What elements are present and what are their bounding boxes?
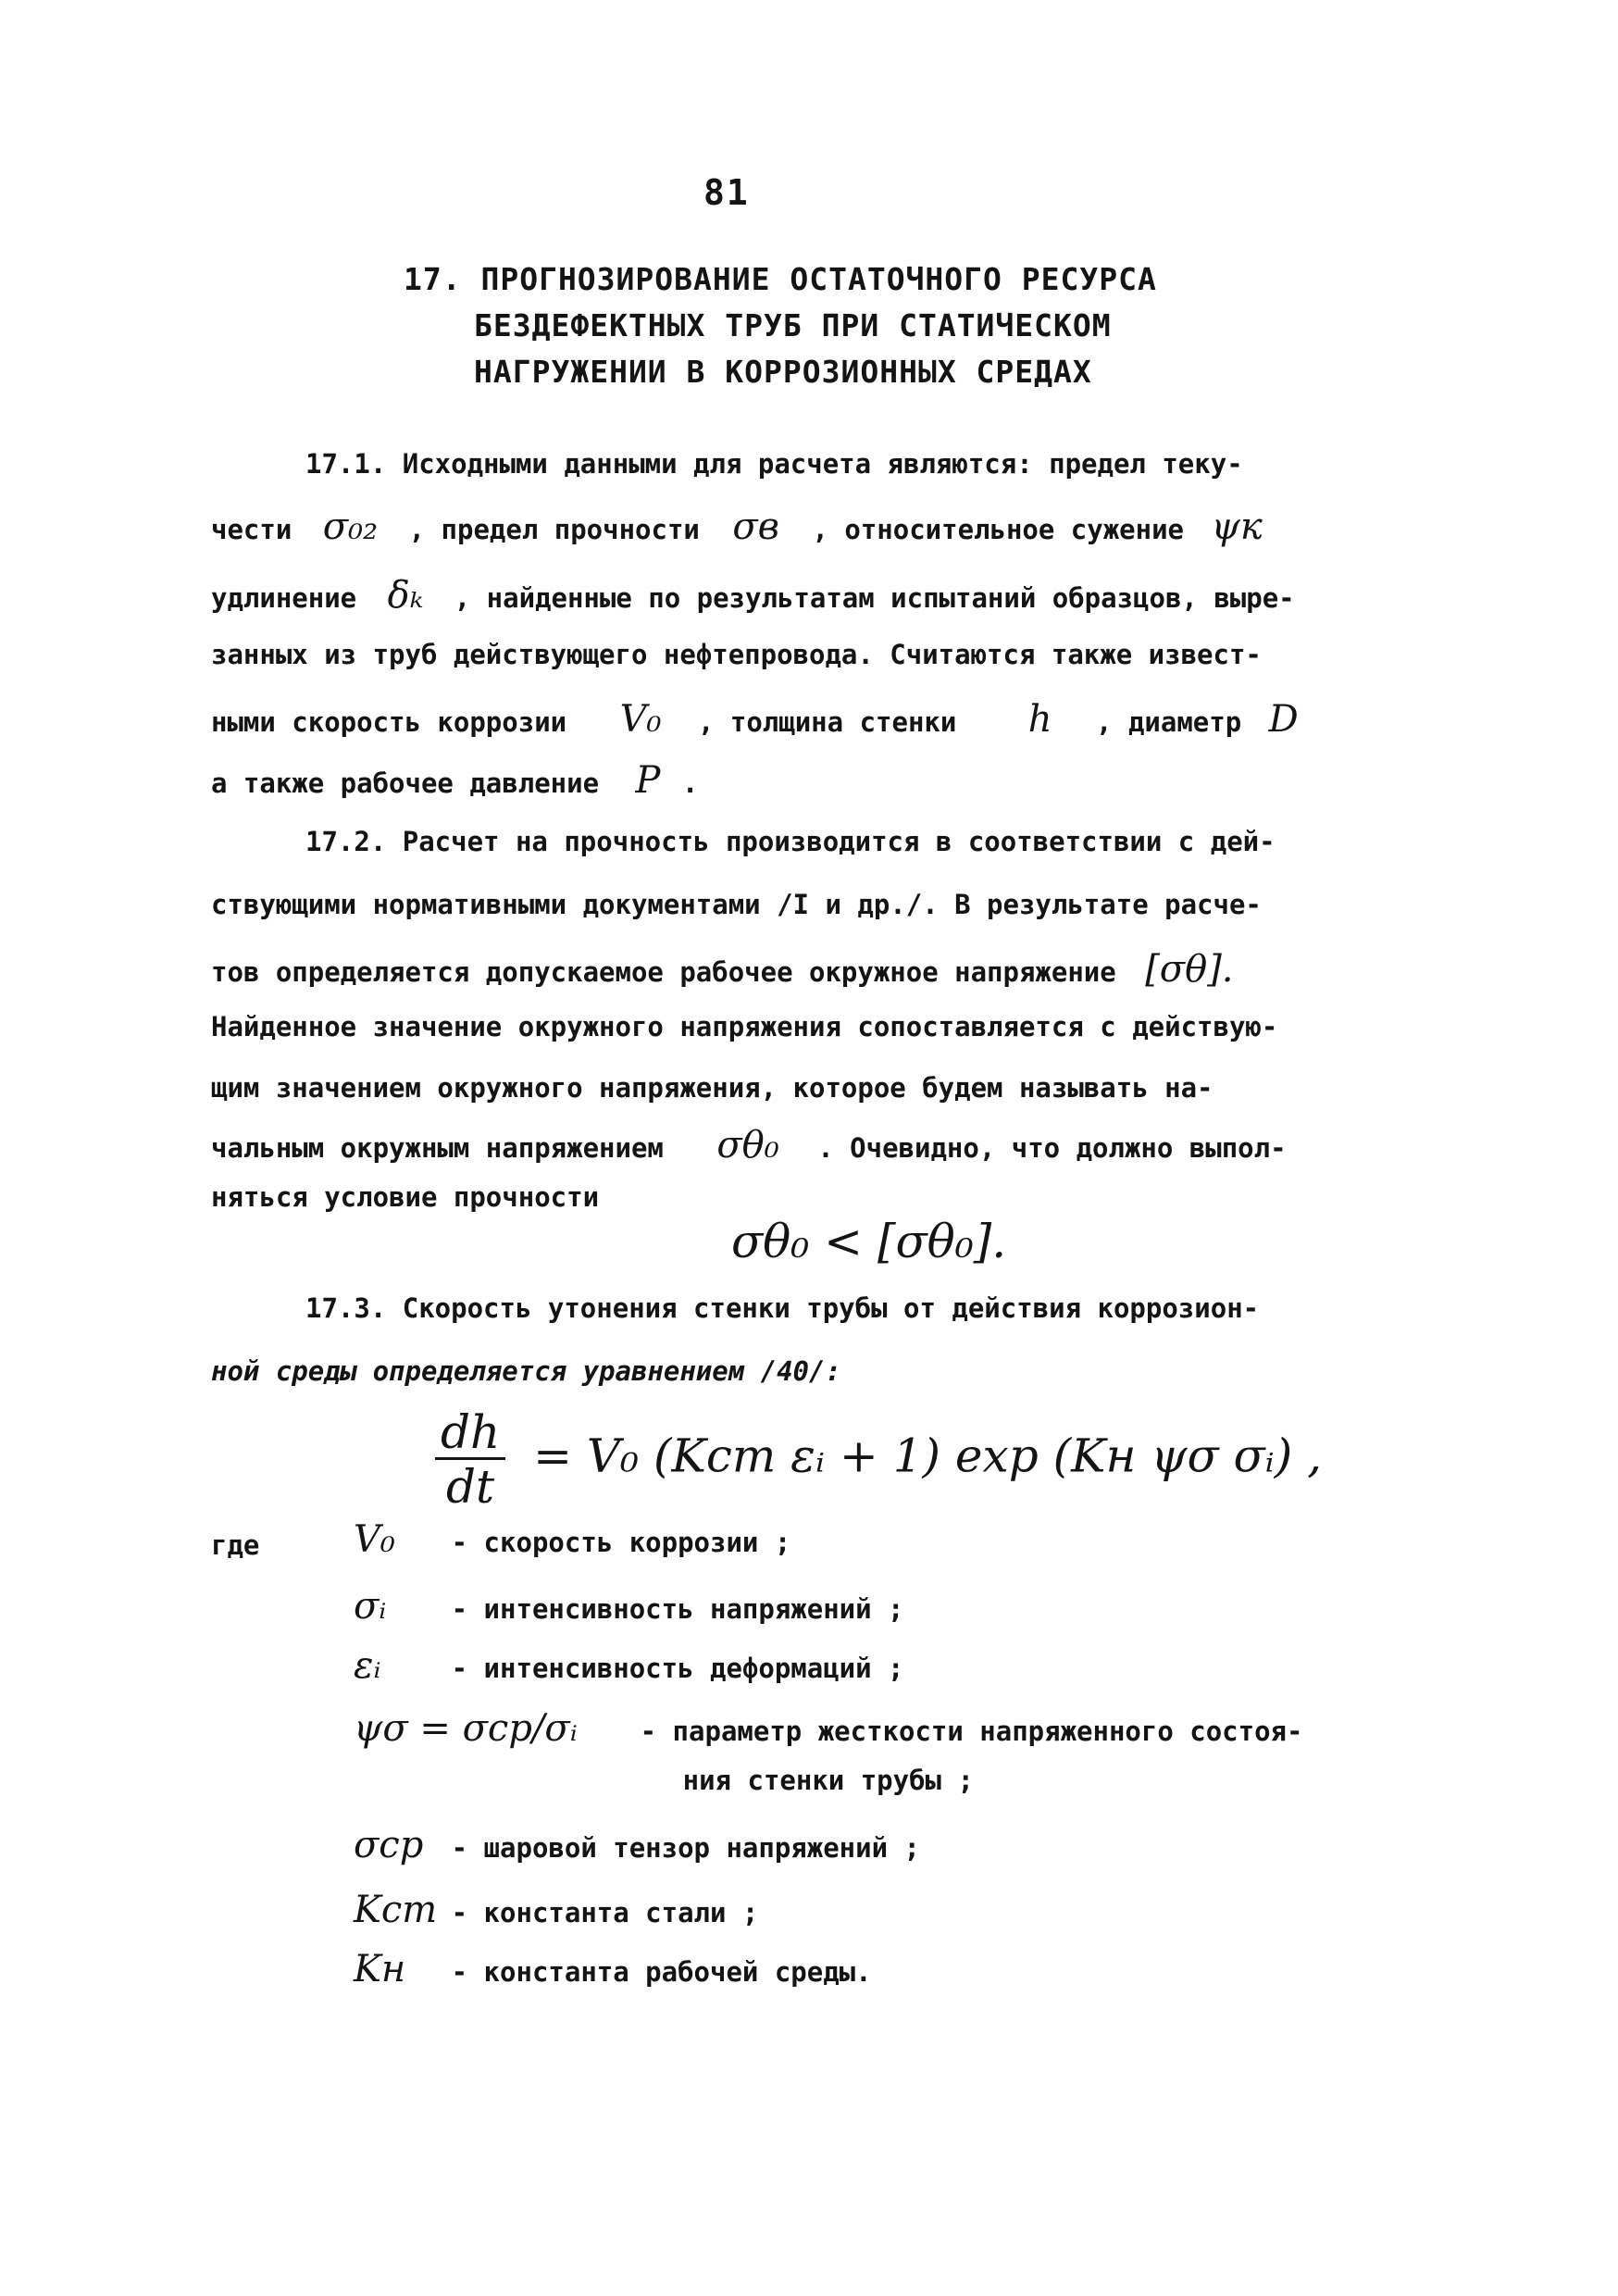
legend-symbol: V₀ — [354, 1518, 395, 1561]
paragraph-17-2-line-5: щим значением окружного напряжения, которое будем называть на- — [211, 1072, 1214, 1104]
legend-row — [354, 1585, 904, 1628]
legend-symbol: σср — [354, 1824, 424, 1866]
paragraph-17-2-line-2: ствующими нормативными документами /I и др./. В результате расче- — [211, 889, 1262, 920]
paragraph-17-2-line-3 — [211, 948, 1234, 991]
paragraph-17-2-line-1: 17.2. Расчет на прочность производится в соответствии с дей- — [305, 826, 1276, 857]
legend-symbol: ψσ = σср/σᵢ — [354, 1707, 578, 1750]
corrosion-rate-symbol: V₀ — [619, 698, 662, 741]
legend-row — [354, 1518, 790, 1561]
ultimate-strength-symbol: σв — [732, 505, 779, 548]
legend-text: - шаровой тензор напряжений ; — [451, 1832, 920, 1864]
diameter-symbol: D — [1268, 698, 1299, 741]
text: а также рабочее давление — [211, 767, 600, 799]
legend-symbol: Kн — [354, 1948, 406, 1990]
legend-row — [354, 1707, 1302, 1750]
legend-row-continuation — [354, 1765, 974, 1796]
legend-symbol: εᵢ — [354, 1644, 381, 1687]
legend-row — [354, 1948, 872, 1990]
text: ными скорость коррозии — [211, 706, 567, 738]
paragraph-17-3-line-2: ной среды определяется уравнением /40/: — [211, 1355, 841, 1387]
text: тов определяется допускаемое рабочее окружное напряжение — [211, 956, 1116, 988]
legend-row — [354, 1644, 904, 1687]
text: удлинение — [211, 582, 357, 614]
section-heading-line-2: БЕЗДЕФЕКТНЫХ ТРУБ ПРИ СТАТИЧЕСКОМ — [474, 307, 1112, 343]
page-number: 81 — [703, 172, 750, 213]
relative-narrowing-symbol: ψк — [1211, 505, 1263, 548]
equation-right-side: = V₀ (Kст εᵢ + 1) exp (Kн ψσ σᵢ) , — [533, 1429, 1323, 1483]
text: , относительное сужение — [812, 514, 1185, 545]
paragraph-17-1-line-1: 17.1. Исходными данными для расчета являются: предел теку- — [305, 448, 1243, 480]
yield-strength-symbol: σ₀₂ — [322, 505, 379, 548]
legend-text: - интенсивность деформаций ; — [451, 1653, 904, 1684]
paragraph-17-1-line-3 — [211, 574, 1295, 617]
paragraph-17-1-line-5 — [211, 698, 1299, 741]
legend-symbol: σᵢ — [354, 1585, 387, 1628]
legend-text: - константа рабочей среды. — [451, 1956, 872, 1988]
fraction-denominator: dt — [446, 1460, 495, 1514]
legend-text: ния стенки трубы ; — [682, 1765, 974, 1796]
fraction-numerator: dh — [435, 1409, 505, 1460]
where-label: где — [211, 1529, 260, 1561]
wall-thickness-symbol: h — [1027, 698, 1052, 741]
paragraph-17-1-line-4: занных из труб действующего нефтепровода. Считаются также извест- — [211, 639, 1262, 670]
paragraph-17-2-line-7: няться условие прочности — [211, 1181, 600, 1213]
text: , толщина стенки — [697, 706, 957, 738]
paragraph-17-1-line-6 — [211, 759, 698, 802]
text: . — [681, 767, 699, 799]
initial-hoop-stress-symbol: σθ₀ — [716, 1124, 779, 1167]
legend-row — [354, 1889, 758, 1931]
allowable-hoop-stress-symbol: [σθ]. — [1145, 948, 1234, 991]
paragraph-17-3-line-1: 17.3. Скорость утонения стенки трубы от действия коррозион- — [305, 1292, 1260, 1324]
text: . Очевидно, что должно выпол- — [817, 1132, 1287, 1164]
text: чести — [211, 514, 292, 545]
legend-text: - константа стали ; — [451, 1897, 759, 1928]
paragraph-17-2-line-6 — [211, 1124, 1287, 1167]
wall-thinning-rate-equation — [435, 1405, 1323, 1514]
legend-symbol: Kст — [354, 1889, 438, 1931]
legend-text: - скорость коррозии ; — [451, 1527, 791, 1558]
legend-row — [354, 1824, 920, 1866]
paragraph-17-1-line-2 — [211, 505, 1263, 548]
strength-condition-formula: σθ₀ < [σθ₀]. — [731, 1215, 1007, 1268]
working-pressure-symbol: P — [635, 759, 661, 802]
text: , диаметр — [1096, 706, 1242, 738]
paragraph-17-2-line-4: Найденное значение окружного напряжения сопоставляется с действую- — [211, 1011, 1278, 1042]
legend-text: - интенсивность напряжений ; — [451, 1593, 904, 1625]
legend-text: - параметр жесткости напряженного состоя- — [640, 1716, 1303, 1747]
text: , найденные по результатам испытаний образцов, выре- — [454, 582, 1295, 614]
section-heading-line-1: 17. ПРОГНОЗИРОВАНИЕ ОСТАТОЧНОГО РЕСУРСА — [404, 261, 1157, 297]
section-heading-line-3: НАГРУЖЕНИИ В КОРРОЗИОННЫХ СРЕДАХ — [474, 354, 1092, 390]
elongation-symbol: δₖ — [387, 574, 424, 617]
derivative-fraction — [435, 1405, 505, 1514]
text: , предел прочности — [408, 514, 700, 545]
text: чальным окружным напряжением — [211, 1132, 664, 1164]
